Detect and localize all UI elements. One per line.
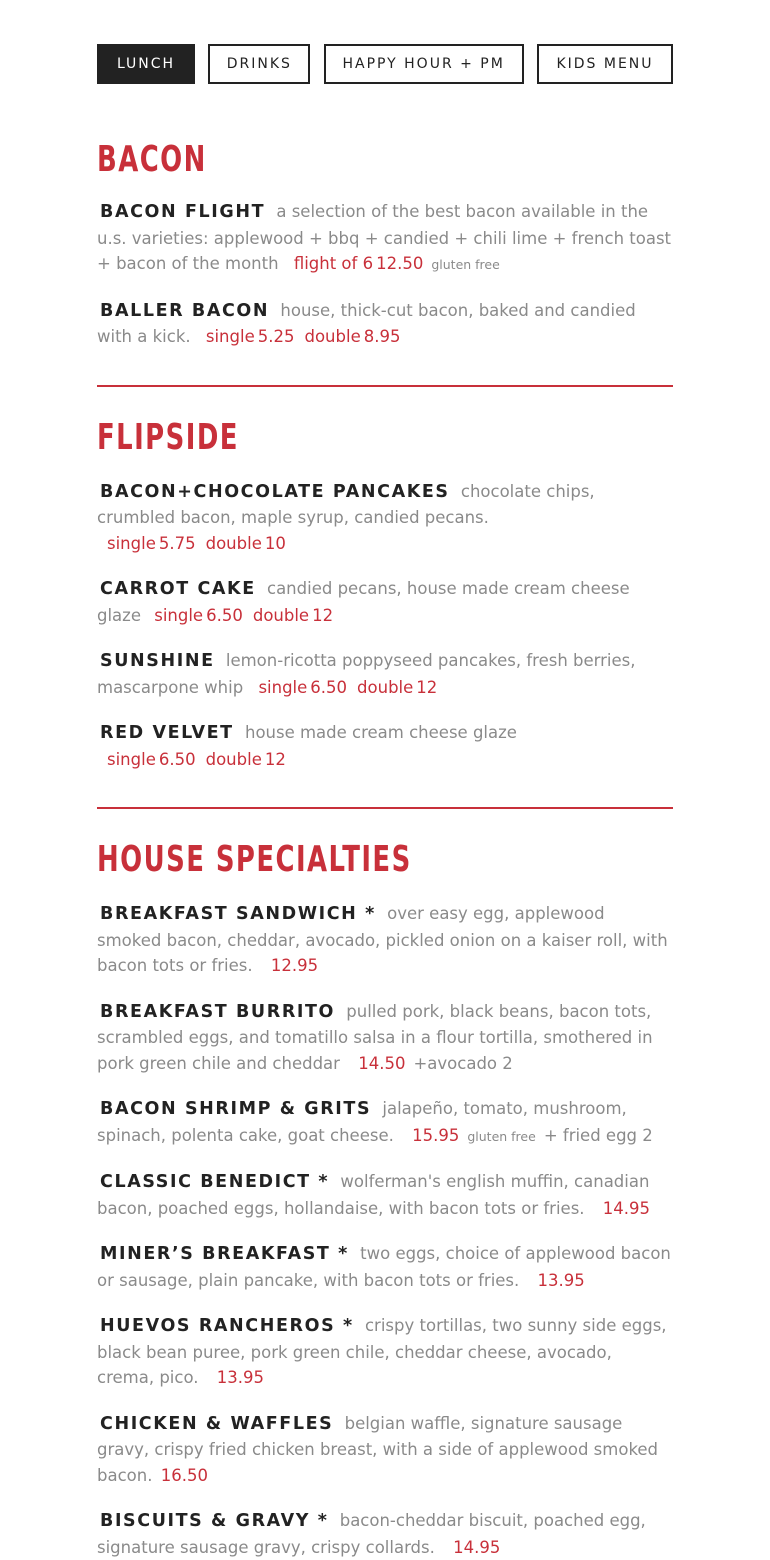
gluten-free-note: gluten free xyxy=(431,257,500,272)
price-label: single xyxy=(107,533,156,553)
tab-lunch[interactable]: LUNCH xyxy=(97,44,195,84)
menu-item xyxy=(97,901,673,979)
section-title-house-specialties: HOUSE SPECIALTIES xyxy=(97,839,412,880)
price-value: 6.50 xyxy=(158,749,196,769)
price-group xyxy=(600,1199,650,1218)
price-value: 14.50 xyxy=(358,1053,406,1073)
item-description: bacon-cheddar biscuit, poached egg, signature sausage gravy, crispy collards. xyxy=(97,1511,646,1557)
section-divider xyxy=(97,807,673,809)
price-group xyxy=(107,750,196,769)
price-group xyxy=(154,606,243,625)
price-group xyxy=(535,1271,585,1290)
menu-tabs xyxy=(97,44,673,84)
price-value: 10 xyxy=(264,533,286,553)
price-label: double xyxy=(205,749,262,769)
price-value: 12 xyxy=(416,677,438,697)
price-group xyxy=(268,956,318,975)
gluten-free-note: gluten free xyxy=(467,1128,536,1144)
item-name: BACON+CHOCOLATE PANCAKES xyxy=(100,481,450,502)
item-description: candied pecans, house made cream cheese glaze xyxy=(97,579,630,625)
price-group xyxy=(206,534,286,553)
item-description: jalapeño, tomato, mushroom, spinach, polenta cake, goat cheese. xyxy=(97,1099,627,1145)
menu-item xyxy=(97,1096,673,1149)
menu-item xyxy=(97,1508,673,1560)
price-group xyxy=(258,678,347,697)
menu-item xyxy=(97,576,673,628)
price-label: single xyxy=(258,677,308,697)
price-group xyxy=(355,1054,405,1073)
price-value: 12.95 xyxy=(270,956,319,975)
addon-note: +avocado 2 xyxy=(413,1053,513,1073)
price-value: 8.95 xyxy=(363,327,401,346)
item-name: BREAKFAST SANDWICH * xyxy=(100,904,376,924)
addon-note: + fried egg 2 xyxy=(543,1125,653,1145)
menu-item xyxy=(97,1313,673,1391)
price-value: 5.25 xyxy=(257,327,295,346)
menu-item xyxy=(97,199,673,278)
item-description: house, thick-cut bacon, baked and candied with a kick. xyxy=(97,300,636,346)
price-label: single xyxy=(205,327,255,346)
section-divider xyxy=(97,385,673,387)
menu-item xyxy=(97,1411,673,1489)
item-name: HUEVOS RANCHEROS * xyxy=(100,1316,354,1336)
price-value: 13.95 xyxy=(216,1368,264,1387)
item-name: BALLER BACON xyxy=(100,300,270,321)
price-value: 5.75 xyxy=(158,533,196,553)
price-group xyxy=(253,606,333,625)
item-description: pulled pork, black beans, bacon tots, scrambled eggs, and tomatillo salsa in a flour tortilla, smothered in pork green chile and cheddar xyxy=(97,1001,653,1073)
price-group xyxy=(304,327,400,346)
section-title-bacon: BACON xyxy=(97,139,207,180)
item-description: belgian waffle, signature sausage gravy, crispy fried chicken breast, with a side of applewood smoked bacon. xyxy=(97,1413,659,1485)
price-label: double xyxy=(252,605,310,625)
item-name: CLASSIC BENEDICT * xyxy=(100,1172,330,1192)
price-value: 12.50 xyxy=(376,254,424,273)
price-group xyxy=(357,678,437,697)
item-description: wolferman's english muffin, canadian bacon, poached eggs, hollandaise, with bacon tots or fries. xyxy=(97,1172,650,1218)
price-value: 15.95 xyxy=(412,1125,460,1145)
price-label: double xyxy=(205,533,262,553)
tab-happy-hour[interactable]: HAPPY HOUR + PM xyxy=(324,44,524,84)
item-description: house made cream cheese glaze xyxy=(244,723,517,742)
item-name: CARROT CAKE xyxy=(100,579,256,599)
item-name: BREAKFAST BURRITO xyxy=(100,1001,336,1022)
price-value: 12 xyxy=(264,749,286,769)
price-group xyxy=(450,1538,500,1557)
tab-drinks[interactable]: DRINKS xyxy=(208,44,310,84)
price-group xyxy=(294,254,424,273)
menu-item xyxy=(97,999,673,1077)
price-value: 16.50 xyxy=(160,1465,208,1485)
item-name: MINER’S BREAKFAST * xyxy=(100,1244,349,1264)
item-name: BACON SHRIMP & GRITS xyxy=(100,1099,372,1119)
menu-item xyxy=(97,298,673,350)
item-description: crispy tortillas, two sunny side eggs, black bean puree, pork green chile, cheddar cheese, avocado, crema, pico. xyxy=(97,1316,667,1387)
item-name: RED VELVET xyxy=(100,723,234,743)
price-label: flight of 6 xyxy=(293,254,374,273)
price-value: 14.95 xyxy=(602,1198,651,1218)
price-label: single xyxy=(154,605,204,625)
price-value: 13.95 xyxy=(537,1270,585,1290)
price-label: double xyxy=(357,677,414,697)
section-title-flipside: FLIPSIDE xyxy=(97,416,239,458)
price-label: single xyxy=(107,749,156,769)
tab-kids-menu[interactable]: KIDS MENU xyxy=(537,44,673,84)
price-group xyxy=(206,327,295,346)
menu-item xyxy=(97,720,673,772)
item-name: SUNSHINE xyxy=(100,651,215,671)
menu-item xyxy=(97,1241,673,1293)
item-description: over easy egg, applewood smoked bacon, cheddar, avocado, pickled onion on a kaiser roll, with bacon tots or fries. xyxy=(97,904,668,975)
price-value: 6.50 xyxy=(310,677,348,697)
item-description: chocolate chips, crumbled bacon, maple syrup, candied pecans. xyxy=(97,481,595,527)
menu-page xyxy=(97,44,673,1560)
price-value: 14.95 xyxy=(453,1537,501,1557)
price-group xyxy=(107,534,196,553)
price-group xyxy=(158,1466,208,1485)
item-description: two eggs, choice of applewood bacon or sausage, plain pancake, with bacon tots or fries. xyxy=(97,1244,671,1290)
price-group xyxy=(214,1368,264,1387)
menu-item xyxy=(97,479,673,557)
item-name: CHICKEN & WAFFLES xyxy=(100,1413,334,1434)
menu-item xyxy=(97,1169,673,1221)
price-group xyxy=(409,1126,459,1145)
price-label: double xyxy=(304,327,361,346)
item-description: lemon-ricotta poppyseed pancakes, fresh berries, mascarpone whip xyxy=(97,651,636,697)
item-description: a selection of the best bacon available in the u.s. varieties: applewood + bbq + candied + chili lime + french toast + bacon of the month xyxy=(97,202,672,273)
menu-item xyxy=(97,648,673,700)
price-value: 6.50 xyxy=(206,605,243,625)
item-name: BACON FLIGHT xyxy=(100,202,266,222)
item-name: BISCUITS & GRAVY * xyxy=(100,1511,329,1531)
price-value: 12 xyxy=(312,605,334,625)
price-group xyxy=(206,750,286,769)
